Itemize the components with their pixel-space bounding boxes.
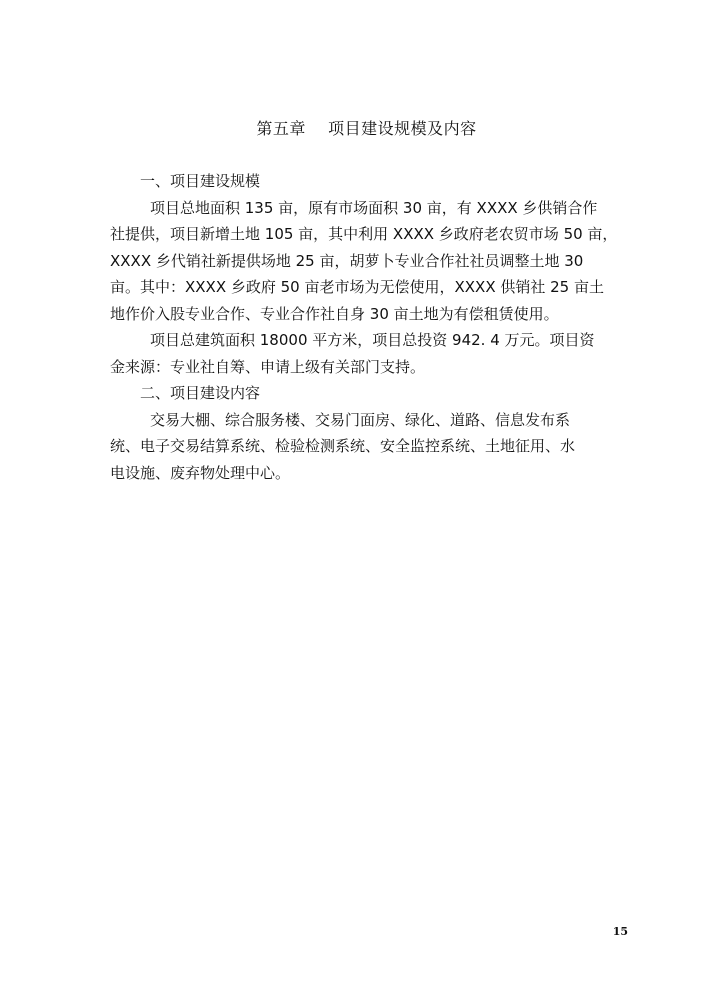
chapter-title: 第五章 项目建设规模及内容: [256, 119, 477, 138]
paragraph-line: 电设施、废弃物处理中心。: [110, 463, 291, 482]
paragraph-line: 亩。其中：XXXX 乡政府 50 亩老市场为无偿使用，XXXX 供销社 25 亩土: [110, 278, 604, 296]
paragraph-construction-content: [110, 407, 630, 487]
paragraph-investment: [110, 327, 630, 380]
paragraph-line: 项目总地面积 135 亩，原有市场面积 30 亩，有 XXXX 乡供销合作: [150, 198, 598, 217]
paragraph-line: 交易大棚、综合服务楼、交易门面房、绿化、道路、信息发布系: [150, 410, 571, 429]
paragraph-land-area: [110, 195, 630, 328]
paragraph-line: 统、电子交易结算系统、检验检测系统、安全监控系统、土地征用、水: [110, 437, 576, 455]
section-heading-scale: 一、项目建设规模: [140, 172, 261, 190]
paragraph-line: 项目总建筑面积 18000 平方米，项目总投资 942. 4 万元。项目资: [150, 331, 595, 349]
chapter-body: [110, 168, 630, 486]
page-number: 15: [612, 925, 628, 938]
section-heading-content: 二、项目建设内容: [140, 384, 261, 402]
paragraph-line: 地作价入股专业合作、专业合作社自身 30 亩土地为有偿租赁使用。: [110, 304, 559, 323]
paragraph-line: 金来源：专业社自筹、申请上级有关部门支持。: [110, 357, 426, 376]
paragraph-line: 社提供，项目新增土地 105 亩，其中利用 XXXX 乡政府老农贸市场 50 亩，: [110, 225, 618, 243]
paragraph-line: XXXX 乡代销社新提供场地 25 亩，胡萝卜专业合作社社员调整土地 30: [110, 251, 584, 270]
